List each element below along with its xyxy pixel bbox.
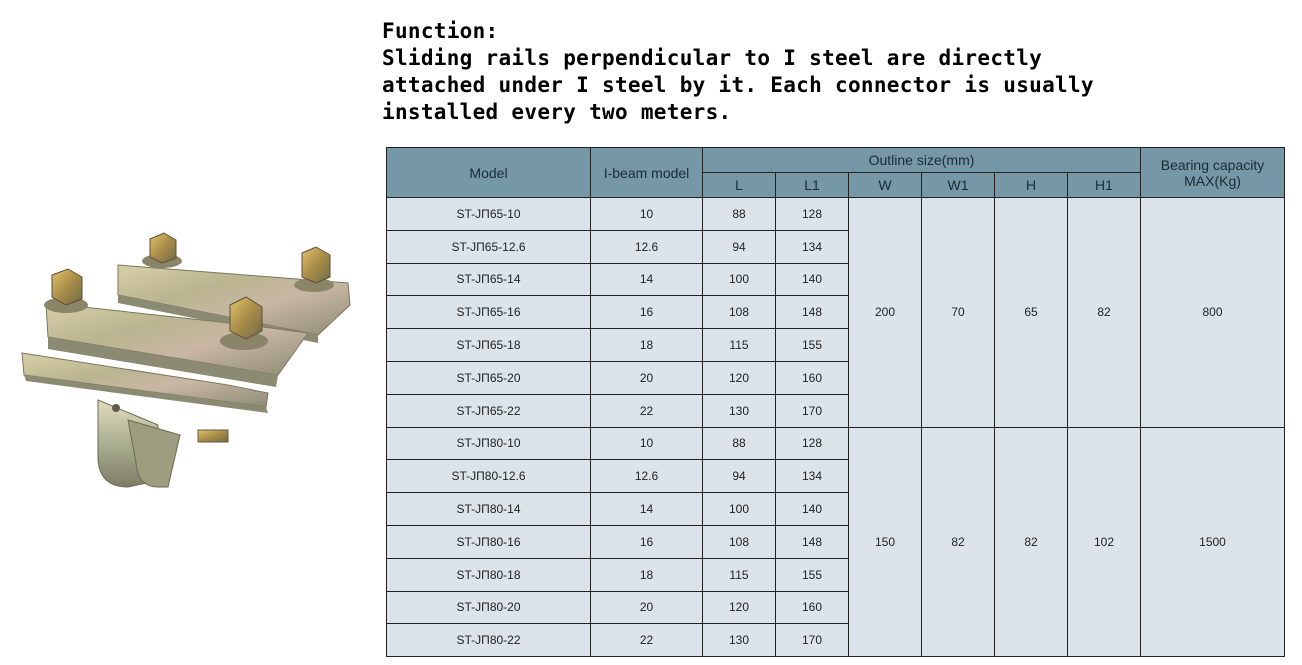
cell-H: 82 xyxy=(995,427,1068,657)
cell-L: 88 xyxy=(703,427,776,460)
cell-L: 94 xyxy=(703,230,776,263)
cell-model: ST-JΠ80-20 xyxy=(387,591,591,624)
cell-model: ST-JΠ65-16 xyxy=(387,296,591,329)
cell-model: ST-JΠ65-14 xyxy=(387,263,591,296)
cell-ibeam: 12.6 xyxy=(591,230,703,263)
cell-W1: 82 xyxy=(922,427,995,657)
cell-ibeam: 22 xyxy=(591,394,703,427)
cell-L1: 140 xyxy=(776,493,849,526)
cell-ibeam: 10 xyxy=(591,198,703,231)
cell-L1: 134 xyxy=(776,230,849,263)
cell-model: ST-JΠ65-18 xyxy=(387,329,591,362)
header-L1: L1 xyxy=(776,173,849,198)
cell-L1: 134 xyxy=(776,460,849,493)
cell-L: 108 xyxy=(703,525,776,558)
cell-H1: 82 xyxy=(1068,198,1141,428)
header-H1: H1 xyxy=(1068,173,1141,198)
spec-table xyxy=(386,147,1285,657)
cell-ibeam: 16 xyxy=(591,525,703,558)
cell-ibeam: 20 xyxy=(591,591,703,624)
cell-L: 100 xyxy=(703,493,776,526)
cell-model: ST-JΠ80-12.6 xyxy=(387,460,591,493)
cell-model: ST-JΠ80-22 xyxy=(387,624,591,657)
cell-L1: 128 xyxy=(776,198,849,231)
cell-L: 100 xyxy=(703,263,776,296)
cell-model: ST-JΠ65-20 xyxy=(387,361,591,394)
cell-ibeam: 16 xyxy=(591,296,703,329)
cell-model: ST-JΠ65-12.6 xyxy=(387,230,591,263)
cell-L1: 128 xyxy=(776,427,849,460)
header-bearing-capacity: Bearing capacity MAX(Kg) xyxy=(1141,148,1285,198)
header-W: W xyxy=(849,173,922,198)
cell-L1: 155 xyxy=(776,558,849,591)
header-H: H xyxy=(995,173,1068,198)
cell-H: 65 xyxy=(995,198,1068,428)
table-row xyxy=(387,427,1285,460)
cell-model: ST-JΠ80-18 xyxy=(387,558,591,591)
cell-ibeam: 12.6 xyxy=(591,460,703,493)
header-model: Model xyxy=(387,148,591,198)
header-outline-size: Outline size(mm) xyxy=(703,148,1141,173)
table-row xyxy=(387,198,1285,231)
cell-L: 115 xyxy=(703,329,776,362)
cell-L: 88 xyxy=(703,198,776,231)
cell-model: ST-JΠ80-14 xyxy=(387,493,591,526)
cell-model: ST-JΠ65-22 xyxy=(387,394,591,427)
cell-W: 150 xyxy=(849,427,922,657)
cell-ibeam: 18 xyxy=(591,558,703,591)
cell-L: 130 xyxy=(703,624,776,657)
cell-model: ST-JΠ80-16 xyxy=(387,525,591,558)
spec-table-body xyxy=(387,198,1285,657)
cell-W1: 70 xyxy=(922,198,995,428)
function-heading: Function: xyxy=(382,19,499,43)
cell-model: ST-JΠ80-10 xyxy=(387,427,591,460)
cell-L: 120 xyxy=(703,361,776,394)
function-description xyxy=(382,18,1282,126)
cell-ibeam: 22 xyxy=(591,624,703,657)
cell-L1: 160 xyxy=(776,591,849,624)
header-ibeam: I-beam model xyxy=(591,148,703,198)
cell-L: 94 xyxy=(703,460,776,493)
cell-model: ST-JΠ65-10 xyxy=(387,198,591,231)
function-body: Sliding rails perpendicular to I steel are directly attached under I steel by it. Each connector is usually installed every two meters. xyxy=(382,46,1094,124)
cell-W: 200 xyxy=(849,198,922,428)
cell-L: 130 xyxy=(703,394,776,427)
cell-bearing: 800 xyxy=(1141,198,1285,428)
cell-bearing: 1500 xyxy=(1141,427,1285,657)
cell-ibeam: 14 xyxy=(591,263,703,296)
cell-L1: 155 xyxy=(776,329,849,362)
cell-ibeam: 10 xyxy=(591,427,703,460)
cell-L: 120 xyxy=(703,591,776,624)
header-W1: W1 xyxy=(922,173,995,198)
cell-ibeam: 20 xyxy=(591,361,703,394)
cell-ibeam: 18 xyxy=(591,329,703,362)
cell-L1: 170 xyxy=(776,624,849,657)
cell-L: 108 xyxy=(703,296,776,329)
cell-L1: 140 xyxy=(776,263,849,296)
cell-L1: 148 xyxy=(776,296,849,329)
cell-L1: 170 xyxy=(776,394,849,427)
cell-L1: 148 xyxy=(776,525,849,558)
cell-H1: 102 xyxy=(1068,427,1141,657)
connector-photo xyxy=(18,225,366,495)
cell-ibeam: 14 xyxy=(591,493,703,526)
header-L: L xyxy=(703,173,776,198)
cell-L: 115 xyxy=(703,558,776,591)
cell-L1: 160 xyxy=(776,361,849,394)
